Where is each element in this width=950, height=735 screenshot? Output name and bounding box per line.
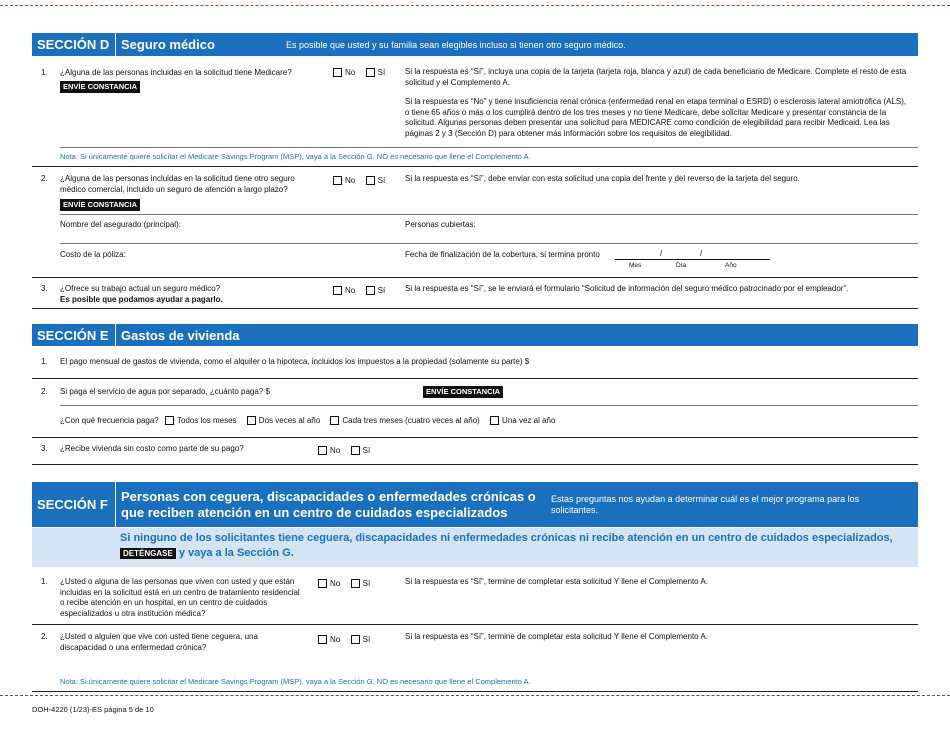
section-f-subtitle: Estas preguntas nos ayudan a determinar cuál es el mejor programa para los solicitantes. (551, 493, 860, 515)
d-q2-proof-badge: ENVÍE CONSTANCIA (60, 199, 140, 211)
e-q3-number: 3. (41, 444, 48, 453)
d-q3-options (333, 285, 393, 295)
d-q1-yes-label: Sí (377, 68, 386, 78)
d-divider (60, 147, 918, 148)
e-q3-no-checkbox[interactable] (318, 446, 327, 455)
d-q2-end-date-label: Fecha de finalización de la cobertura, si termina pronto (405, 250, 600, 259)
e-q2-bottom-rule (32, 437, 918, 438)
d-q3-question: ¿Ofrece su trabajo actual un seguro médico? (60, 284, 221, 293)
f-q1-answer: Si la respuesta es “Sí”, termine de completar esta solicitud Y llene el Complemento A. (405, 577, 708, 586)
d-q2-question: ¿Alguna de las personas incluidas en la solicitud tiene otro seguro médico comercial, incluido un seguro de atención a largo plazo? (60, 174, 295, 194)
section-f-id: SECCIÓN F (32, 482, 116, 527)
d-q2-no-label: No (345, 176, 356, 186)
d-q3-no-label: No (345, 286, 356, 296)
d-q3-bottom-rule (32, 308, 918, 309)
f-q1-yes-label: Sí (362, 579, 371, 589)
f-q1-options (318, 578, 378, 588)
f-q2-no-label: No (330, 635, 341, 645)
e-q2-divider (60, 405, 918, 406)
date-day-label: Día (676, 262, 687, 269)
section-d-id: SECCIÓN D (32, 33, 116, 56)
f-q2-number: 2. (41, 632, 48, 641)
freq-monthly-checkbox[interactable] (165, 416, 174, 425)
d-q2-yes-label: Sí (377, 176, 386, 186)
freq-quarterly-checkbox[interactable] (330, 416, 339, 425)
f-q1-bottom-rule (32, 624, 918, 625)
d-q2-options (333, 175, 393, 185)
d-q2-insured-label: Nombre del asegurado (principal): (60, 220, 181, 229)
d-q2-divider-2 (60, 243, 918, 244)
e-q3-bottom-rule (32, 464, 918, 465)
date-slash-1: / (660, 249, 663, 258)
section-e-title: Gastos de vivienda (121, 327, 240, 343)
bottom-cut-line (0, 695, 950, 696)
section-d-title: Seguro médico (121, 37, 215, 52)
d-q2-covered-label: Personas cubiertas: (405, 220, 476, 229)
f-q2-yes-label: Sí (362, 635, 371, 645)
e-q2-frequency (60, 416, 563, 425)
e-q1-number: 1. (41, 357, 48, 366)
section-d-header (32, 33, 918, 56)
d-q1-number: 1. (41, 68, 48, 77)
freq-yearly-checkbox[interactable] (490, 416, 499, 425)
d-q1-bottom-rule (32, 166, 918, 167)
date-year-label: Año (725, 262, 737, 269)
d-q3-no-checkbox[interactable] (333, 286, 342, 295)
d-q2-answer: Si la respuesta es “Sí”, debe enviar con esta solicitud una copia del frente y del reverso de la tarjeta del seguro. (405, 174, 800, 183)
f-q2-yes-checkbox[interactable] (351, 635, 360, 644)
d-q1-answer-no: Si la respuesta es “No” y tiene insuficiencia renal crónica (enfermedad renal en etapa terminal o ESRD) o esclerosis lateral amiotrófica (ALS), o tiene 65 años o más o los cumplirá dentro de los tres meses y no tiene Medicare, debe solicitar Medicare y presentar constancia de la solicitud. Algunas personas deben presentar una solicitud para MEDICARE como condición de elegibilidad para recibir Medicaid. Lea las páginas 2 y 3 (Sección D) para obtener más información sobre los requisitos de elegibilidad. (405, 97, 907, 138)
freq-quarterly-label: Cada tres meses (cuatro veces al año) (342, 416, 480, 426)
section-f-title-line1: Personas con ceguera, discapacidades o enfermedades crónicas o (121, 488, 536, 504)
d-q2-number: 2. (41, 174, 48, 183)
section-f-stop-band (32, 528, 918, 567)
d-q3-question-bold: Es posible que podamos ayudar a pagarlo. (60, 295, 223, 304)
freq-monthly-label: Todos los meses (176, 416, 237, 426)
d-q1-options (333, 67, 393, 77)
f-note: Nota: Si únicamente quiere solicitar el Medicare Savings Program (MSP), vaya a la Sección G. NO es necesario que llene el Complemento A. (60, 677, 531, 686)
f-q2-answer: Si la respuesta es “Sí”, termine de completar esta solicitud Y llene el Complemento A. (405, 632, 708, 641)
d-q2-cost-label: Costo de la póliza: (60, 250, 126, 259)
section-d-subtitle: Es posible que usted y su familia sean elegibles incluso si tienen otro seguro médico. (286, 39, 626, 50)
e-q2-number: 2. (41, 387, 48, 396)
d-q3-number: 3. (41, 284, 48, 293)
date-month-label: Mes (629, 262, 642, 269)
freq-yearly-label: Una vez al año (502, 416, 556, 426)
d-q1-question: ¿Alguna de las personas incluidas en la solicitud tiene Medicare? (60, 68, 292, 77)
f-q2-no-checkbox[interactable] (318, 635, 327, 644)
d-q1-proof-badge: ENVÍE CONSTANCIA (60, 81, 140, 93)
f-q1-yes-checkbox[interactable] (351, 579, 360, 588)
d-q2-divider (60, 214, 918, 215)
f-bottom-rule (32, 691, 918, 692)
section-f-header (32, 482, 918, 527)
section-e-header (32, 324, 918, 346)
e-q2-question: Si paga el servicio de agua por separado, ¿cuánto paga? $ (60, 387, 270, 396)
stop-badge: DETÉNGASE (120, 548, 176, 559)
end-date-field[interactable] (615, 259, 770, 260)
e-q1-bottom-rule (32, 378, 918, 379)
d-q1-no-checkbox[interactable] (333, 68, 342, 77)
page-footer: DOH-4220 (1/23)-ES página 5 de 10 (32, 705, 154, 714)
e-q2-proof-badge: ENVÍE CONSTANCIA (423, 386, 503, 398)
d-q3-yes-label: Sí (377, 286, 386, 296)
d-q1-no-label: No (345, 68, 356, 78)
e-q1-question: El pago mensual de gastos de vivienda, como el alquiler o la hipoteca, incluidos los impuestos a la propiedad (solamente su parte) $ (60, 357, 530, 366)
d-q2-yes-checkbox[interactable] (366, 176, 375, 185)
e-q3-yes-label: Sí (362, 446, 371, 456)
date-slash-2: / (700, 249, 703, 258)
d-q3-answer: Si la respuesta es “Sí”, se le enviará el formulario “Solicitud de información del seguro médico patrocinado por el empleador”. (405, 284, 849, 293)
d-note: Nota: Si únicamente quiere solicitar el Medicare Savings Program (MSP), vaya a la Sección G. NO es necesario que llene el Complemento A. (60, 152, 531, 161)
top-cut-line (0, 5, 950, 6)
d-q3-yes-checkbox[interactable] (366, 286, 375, 295)
stop-band-line1: Si ninguno de los solicitantes tiene ceguera, discapacidades ni enfermedades crónicas ni recibe atención en un centro de cuidados especializados, (120, 532, 893, 544)
f-q2-question: ¿Usted o alguien que vive con usted tiene ceguera, una discapacidad o una enfermedad crónica? (60, 632, 258, 652)
f-q1-number: 1. (41, 577, 48, 586)
e-q3-yes-checkbox[interactable] (351, 446, 360, 455)
e-q2-frequency-label: ¿Con qué frecuencia paga? (60, 416, 159, 426)
f-q1-no-checkbox[interactable] (318, 579, 327, 588)
stop-band-line2: y vaya a la Sección G. (178, 547, 294, 559)
e-q3-no-label: No (330, 446, 341, 456)
e-q3-question: ¿Recibe vivienda sin costo como parte de su pago? (60, 444, 244, 453)
section-e-id: SECCIÓN E (32, 324, 116, 346)
freq-twice-year-checkbox[interactable] (247, 416, 256, 425)
freq-twice-year-label: Dos veces al año (258, 416, 321, 426)
d-q2-no-checkbox[interactable] (333, 176, 342, 185)
f-q1-no-label: No (330, 579, 341, 589)
section-f-title (116, 489, 551, 521)
section-f-title-line2: que reciben atención en un centro de cuidados especializados (121, 504, 508, 520)
d-q1-answer-yes: Si la respuesta es “Sí”, incluya una copia de la tarjeta (tarjeta roja, blanca y azul) de cada beneficiario de Medicare. Complete el resto de esta solicitud y el Complemento A. (405, 67, 907, 87)
d-q2-bottom-rule (32, 277, 918, 278)
e-q3-options (318, 445, 378, 455)
f-q2-options (318, 634, 378, 644)
d-q1-yes-checkbox[interactable] (366, 68, 375, 77)
f-q1-question: ¿Usted o alguna de las personas que viven con usted y que están incluidas en la solicitud está en un centro de tratamiento residencial o recibe atención en un hospital, en un centro de cuidados especializados u otra institución médica? (60, 577, 300, 618)
